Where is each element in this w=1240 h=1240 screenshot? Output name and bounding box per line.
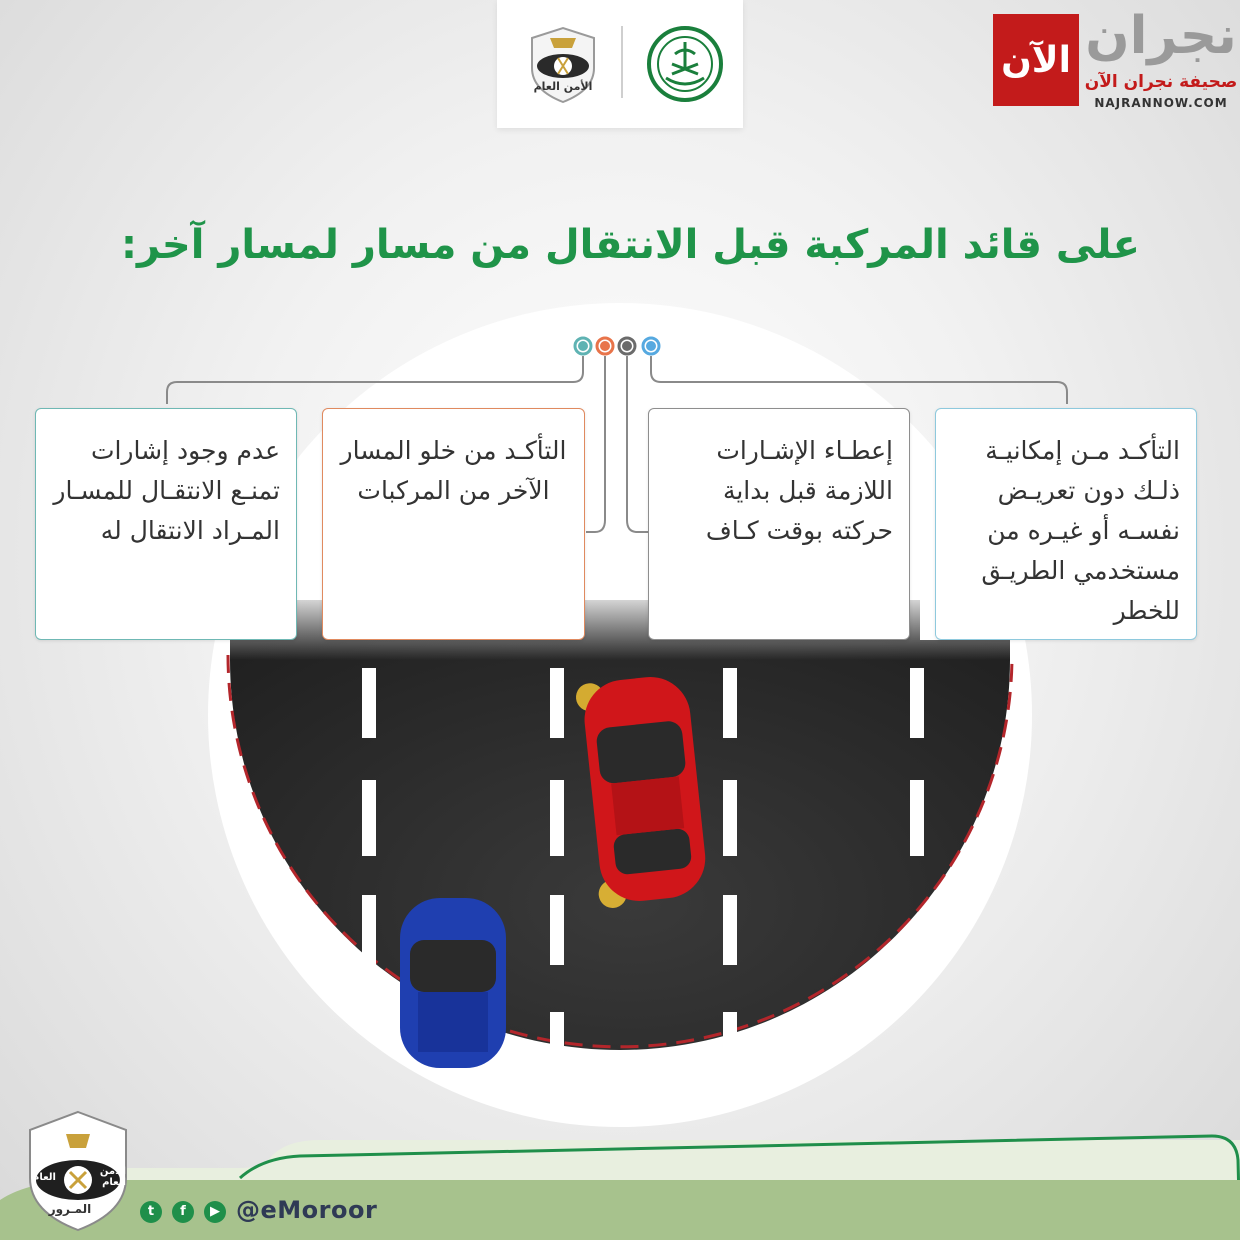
badge-bottom-text: المـرور xyxy=(48,1202,92,1216)
brand-mark-text: الآن xyxy=(1001,40,1071,81)
headline: على قائد المركبة قبل الانتقال من مسار لمسار آخر: xyxy=(120,222,1140,268)
brand-url: NAJRANNOW.COM xyxy=(1094,96,1228,110)
info-card-2: إعطـاء الإشـارات اللازمة قبل بداية حركته بوقت كـاف xyxy=(648,408,910,640)
public-security-label: الأمن العام xyxy=(533,80,593,93)
badge-left-text: العام xyxy=(32,1172,56,1183)
facebook-icon[interactable]: f xyxy=(172,1201,194,1223)
brand-subtitle: صحيفة نجران الآن xyxy=(1084,72,1238,92)
blue-car xyxy=(400,898,506,1068)
youtube-icon[interactable]: ▶ xyxy=(204,1201,226,1223)
twitter-icon[interactable]: t xyxy=(140,1201,162,1223)
info-card-3: التأكـد من خلو المسار الآخر من المركبات xyxy=(322,408,585,640)
info-card-4: عدم وجود إشارات تمنـع الانتقـال للمسـار المـراد الانتقال له xyxy=(35,408,297,640)
social-handle[interactable]: @eMoroor xyxy=(236,1196,378,1224)
badge-right-text: الأمن العام xyxy=(99,1166,126,1188)
info-card-1: التأكـد مـن إمكانيـة ذلـك دون تعريـض نفسـه أو غيـره من مستخدمي الطريـق للخطر xyxy=(935,408,1197,640)
brand-name: نجران xyxy=(1085,6,1237,66)
